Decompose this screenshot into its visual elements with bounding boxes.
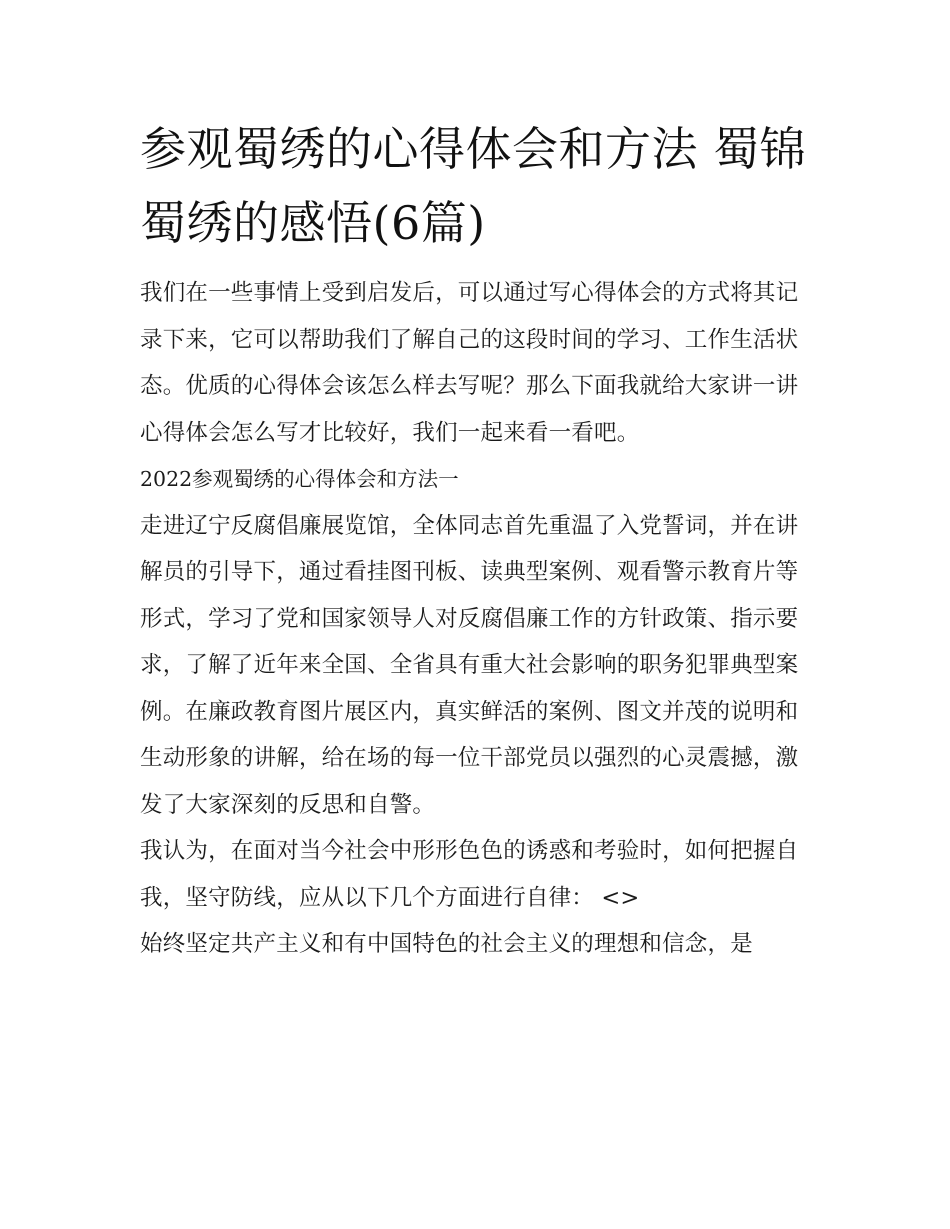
intro-paragraph: 我们在一些事情上受到启发后，可以通过写心得体会的方式将其记录下来，它可以帮助我们了解自己的这段时间的学习、工作生活状态。优质的心得体会该怎么样去写呢？那么下面我就给大家讲一讲心得体会怎么写才比较好，我们一起来看一看吧。: [140, 280, 799, 446]
body-paragraph-2: 我认为，在面对当今社会中形形色色的诱惑和考验时，如何把握自我，坚守防线，应从以下几个方面进行自律： <>: [140, 838, 799, 911]
body-paragraph-1: 走进辽宁反腐倡廉展览馆，全体同志首先重温了入党誓词，并在讲解员的引导下，通过看挂图刊板、读典型案例、观看警示教育片等形式，学习了党和国家领导人对反腐倡廉工作的方针政策、指示要求，了解了近年来全国、全省具有重大社会影响的职务犯罪典型案例。在廉政教育图片展区内，真实鲜活的案例、图文并茂的说明和生动形象的讲解，给在场的每一位干部党员以强烈的心灵震撼，激发了大家深刻的反思和自警。: [140, 512, 799, 818]
body-paragraph-3: 始终坚定共产主义和有中国特色的社会主义的理想和信念，是: [140, 931, 753, 957]
document-page: [140, 112, 820, 968]
document-title: 参观蜀绣的心得体会和方法 蜀锦蜀绣的感悟(6篇): [140, 122, 807, 250]
section-heading: 2022参观蜀绣的心得体会和方法一: [140, 467, 459, 491]
